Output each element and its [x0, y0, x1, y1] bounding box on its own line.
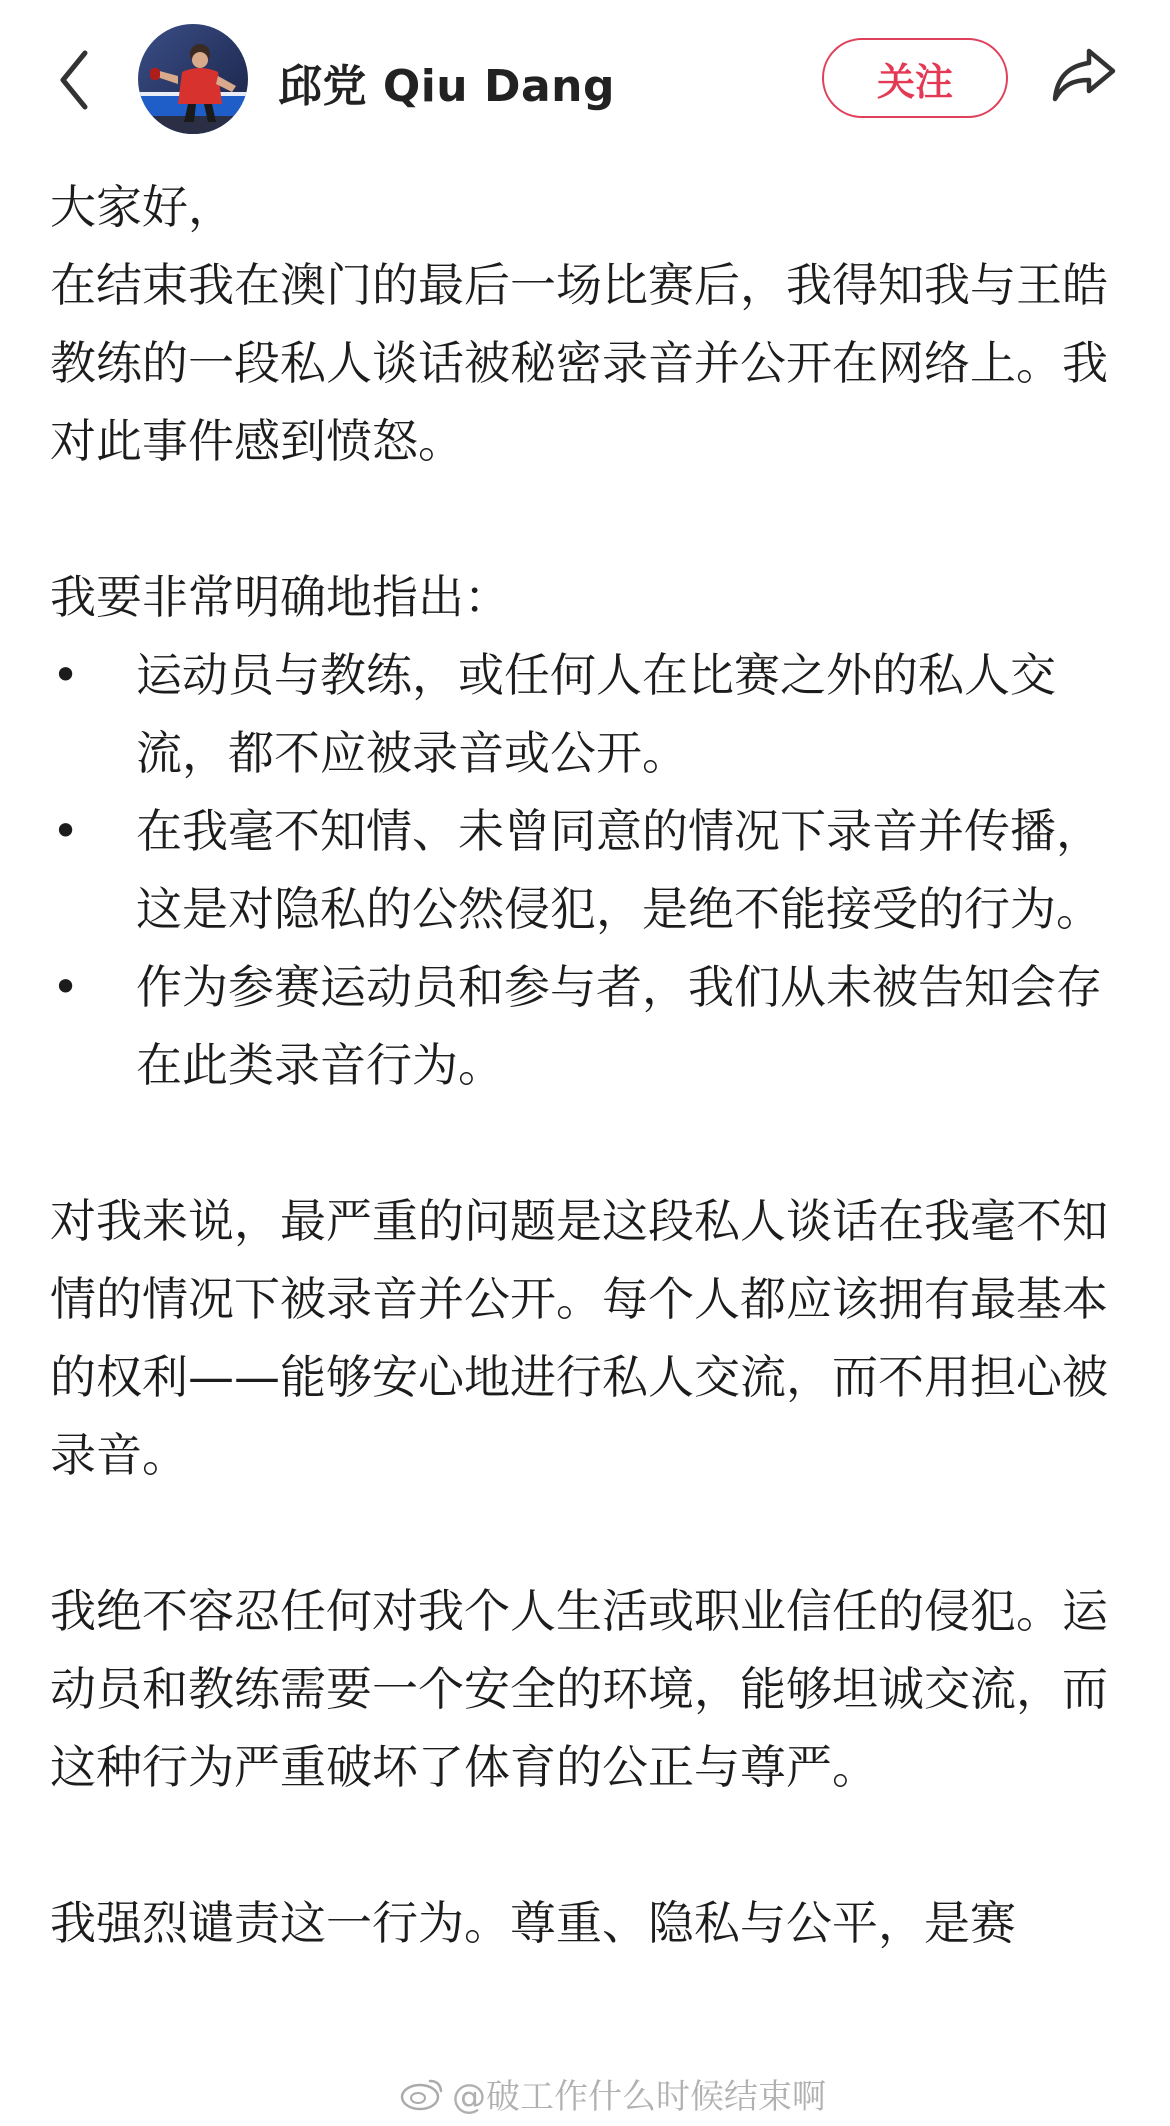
bullet-marker: • — [52, 648, 80, 702]
weibo-logo-icon — [400, 2075, 444, 2111]
paragraph-5: 我强烈谴责这一行为。尊重、隐私与公平，是赛 — [50, 1896, 1016, 1950]
bullet-text: 运动员与教练，或任何人在比赛之外的私人交流，都不应被录音或公开。 — [136, 648, 1056, 780]
top-bar — [0, 0, 1170, 160]
chevron-left-icon — [59, 49, 89, 111]
back-button[interactable] — [52, 46, 96, 114]
bullet-marker: • — [52, 960, 80, 1014]
avatar-image — [138, 24, 248, 134]
bullet-marker: • — [52, 804, 80, 858]
post-body — [50, 168, 1120, 1962]
paragraph-1: 在结束我在澳门的最后一场比赛后，我得知我与王皓教练的一段私人谈话被秘密录音并公开在网络上。我对此事件感到愤怒。 — [50, 258, 1108, 468]
follow-button[interactable]: 关注 — [822, 38, 1008, 118]
paragraph-4: 我绝不容忍任何对我个人生活或职业信任的侵犯。运动员和教练需要一个安全的环境，能够坦诚交流，而这种行为严重破坏了体育的公正与尊严。 — [50, 1584, 1108, 1794]
paragraph-3: 对我来说，最严重的问题是这段私人谈话在我毫不知情的情况下被录音并公开。每个人都应该拥有最基本的权利——能够安心地进行私人交流，而不用担心被录音。 — [50, 1194, 1108, 1482]
list-item — [50, 636, 1120, 792]
share-arrow-icon — [1051, 47, 1117, 105]
watermark-text: @破工作什么时候结束啊 — [452, 2076, 826, 2117]
username[interactable]: 邱党 Qiu Dang — [278, 61, 615, 112]
share-button[interactable] — [1048, 40, 1120, 112]
avatar[interactable] — [138, 24, 248, 134]
greeting: 大家好， — [50, 180, 234, 234]
list-item — [50, 792, 1120, 948]
bullet-text: 在我毫不知情、未曾同意的情况下录音并传播，这是对隐私的公然侵犯，是绝不能接受的行为。 — [136, 804, 1102, 936]
list-item — [50, 948, 1120, 1104]
watermark — [400, 2068, 826, 2118]
paragraph-2-intro: 我要非常明确地指出： — [50, 570, 510, 624]
bullet-text: 作为参赛运动员和参与者，我们从未被告知会存在此类录音行为。 — [136, 960, 1102, 1092]
